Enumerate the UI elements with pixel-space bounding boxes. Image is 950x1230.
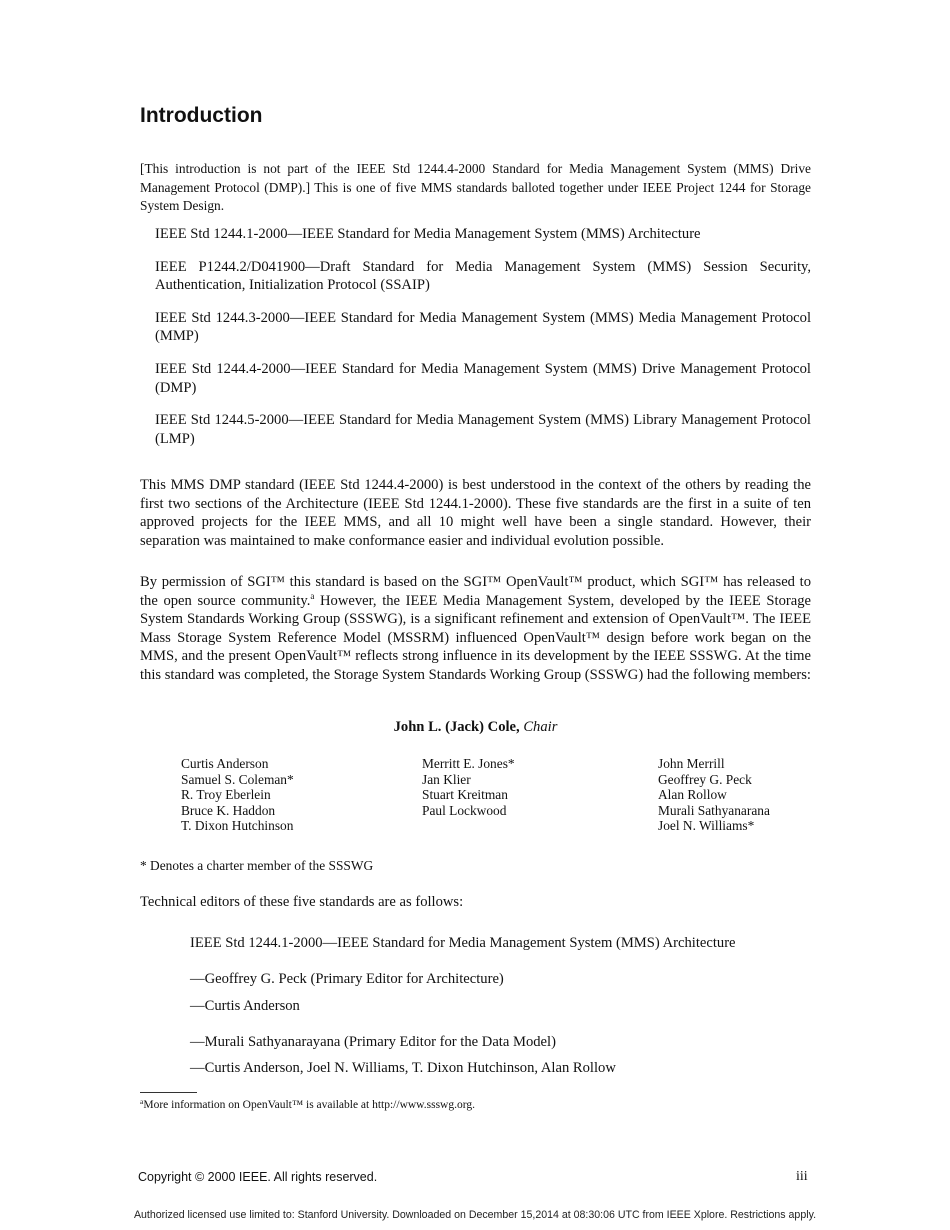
license-banner: Authorized licensed use limited to: Stanford University. Downloaded on December 15,2014 at 08:30:06 UTC from IEEE Xplore. Restrictions apply. xyxy=(133,1209,817,1221)
standard-item: IEEE Std 1244.1-2000—IEEE Standard for Media Management System (MMS) Architecture xyxy=(155,226,701,242)
footnote-mark: a xyxy=(140,1097,144,1106)
editors-standard: IEEE Std 1244.1-2000—IEEE Standard for Media Management System (MMS) Architecture xyxy=(190,935,736,951)
standard-item: IEEE Std 1244.5-2000—IEEE Standard for Media Management System (MMS) Library Management Protocol (LMP) xyxy=(155,412,811,447)
editor-line: —Curtis Anderson, Joel N. Williams, T. Dixon Hutchinson, Alan Rollow xyxy=(190,1060,616,1076)
footnote-reference[interactable]: a xyxy=(310,590,315,601)
member-name: T. Dixon Hutchinson xyxy=(181,818,294,834)
openvault-paragraph-start: By permission of SGI™ this standard is based on the SGI™ OpenVault™ product, which SGI™ has released to the open source community. xyxy=(140,574,811,609)
standards-list xyxy=(155,225,811,462)
chair-line xyxy=(140,719,811,736)
section-heading: Introduction xyxy=(140,104,263,127)
editors-intro: Technical editors of these five standards are as follows: xyxy=(140,894,464,910)
chair-name: John L. (Jack) Cole, xyxy=(393,719,520,735)
member-name: Curtis Anderson xyxy=(181,756,269,771)
standard-item: IEEE Std 1244.4-2000—IEEE Standard for Media Management System (MMS) Drive Management Protocol (DMP) xyxy=(155,360,811,396)
member-name: Joel N. Williams* xyxy=(658,818,755,834)
standard-item: IEEE P1244.2/D041900—Draft Standard for Media Management System (MMS) Session Security, Authentication, Initialization Protocol (SSAIP) xyxy=(155,258,811,294)
member-name: Samuel S. Coleman* xyxy=(181,771,294,787)
chair-role: Chair xyxy=(523,719,558,735)
intro-note: [This introduction is not part of the IEEE Std 1244.4-2000 Standard for Media Management System (MMS) Drive Management Protocol (DMP).] This is one of five MMS standards balloted together under IEEE Project 1244 for Storage System Design. xyxy=(140,161,811,214)
member-name: Stuart Kreitman xyxy=(422,787,508,803)
charter-note: * Denotes a charter member of the SSSWG xyxy=(140,858,374,873)
member-name: Jan Klier xyxy=(422,771,471,787)
member-name: R. Troy Eberlein xyxy=(181,787,271,803)
members-column-3 xyxy=(658,756,770,834)
member-name: Bruce K. Haddon xyxy=(181,802,276,818)
editor-line: —Geoffrey G. Peck (Primary Editor for Architecture) xyxy=(190,971,504,987)
editor-line: —Curtis Anderson xyxy=(190,998,300,1014)
member-name: Paul Lockwood xyxy=(422,802,507,818)
context-paragraph: This MMS DMP standard (IEEE Std 1244.4-2000) is best understood in the context of the others by reading the first two sections of the Architecture (IEEE Std 1244.1-2000). These five standards are the first in a suite of ten approved projects for the IEEE MMS, and all 10 might well have been a single standard. However, their separation was maintained to make conformance easier and individual evolution possible. xyxy=(140,477,811,549)
openvault-paragraph xyxy=(140,573,811,685)
page-number: iii xyxy=(796,1169,808,1184)
member-name: John Merrill xyxy=(658,756,725,771)
member-name: Geoffrey G. Peck xyxy=(658,771,752,787)
member-name: Murali Sathyanarana xyxy=(658,802,770,818)
footnote-text: More information on OpenVault™ is available at http://www.ssswg.org. xyxy=(143,1099,475,1111)
standard-item: IEEE Std 1244.3-2000—IEEE Standard for Media Management System (MMS) Media Management Protocol (MMP) xyxy=(155,309,811,345)
editor-line: —Murali Sathyanarayana (Primary Editor for the Data Model) xyxy=(190,1034,556,1050)
member-name: Alan Rollow xyxy=(658,787,727,803)
footnote xyxy=(140,1099,475,1111)
members-column-2 xyxy=(422,756,515,818)
copyright-notice: Copyright © 2000 IEEE. All rights reserved. xyxy=(138,1170,378,1184)
footnote-divider xyxy=(140,1092,197,1093)
member-name: Merritt E. Jones* xyxy=(422,756,515,771)
members-column-1 xyxy=(181,756,294,834)
openvault-paragraph-rest: However, the IEEE Media Management System, developed by the IEEE Storage System Standards Working Group (SSSWG), is a significant refinement and extension of OpenVault™. The IEEE Mass Storage System Reference Model (MSSRM) influenced OpenVault™ design before work began on the MMS, and the present OpenVault™ reflects strong influence in its development by the IEEE SSSWG. At the time this standard was completed, the Storage System Standards Working Group (SSSWG) had the following members: xyxy=(140,592,811,683)
